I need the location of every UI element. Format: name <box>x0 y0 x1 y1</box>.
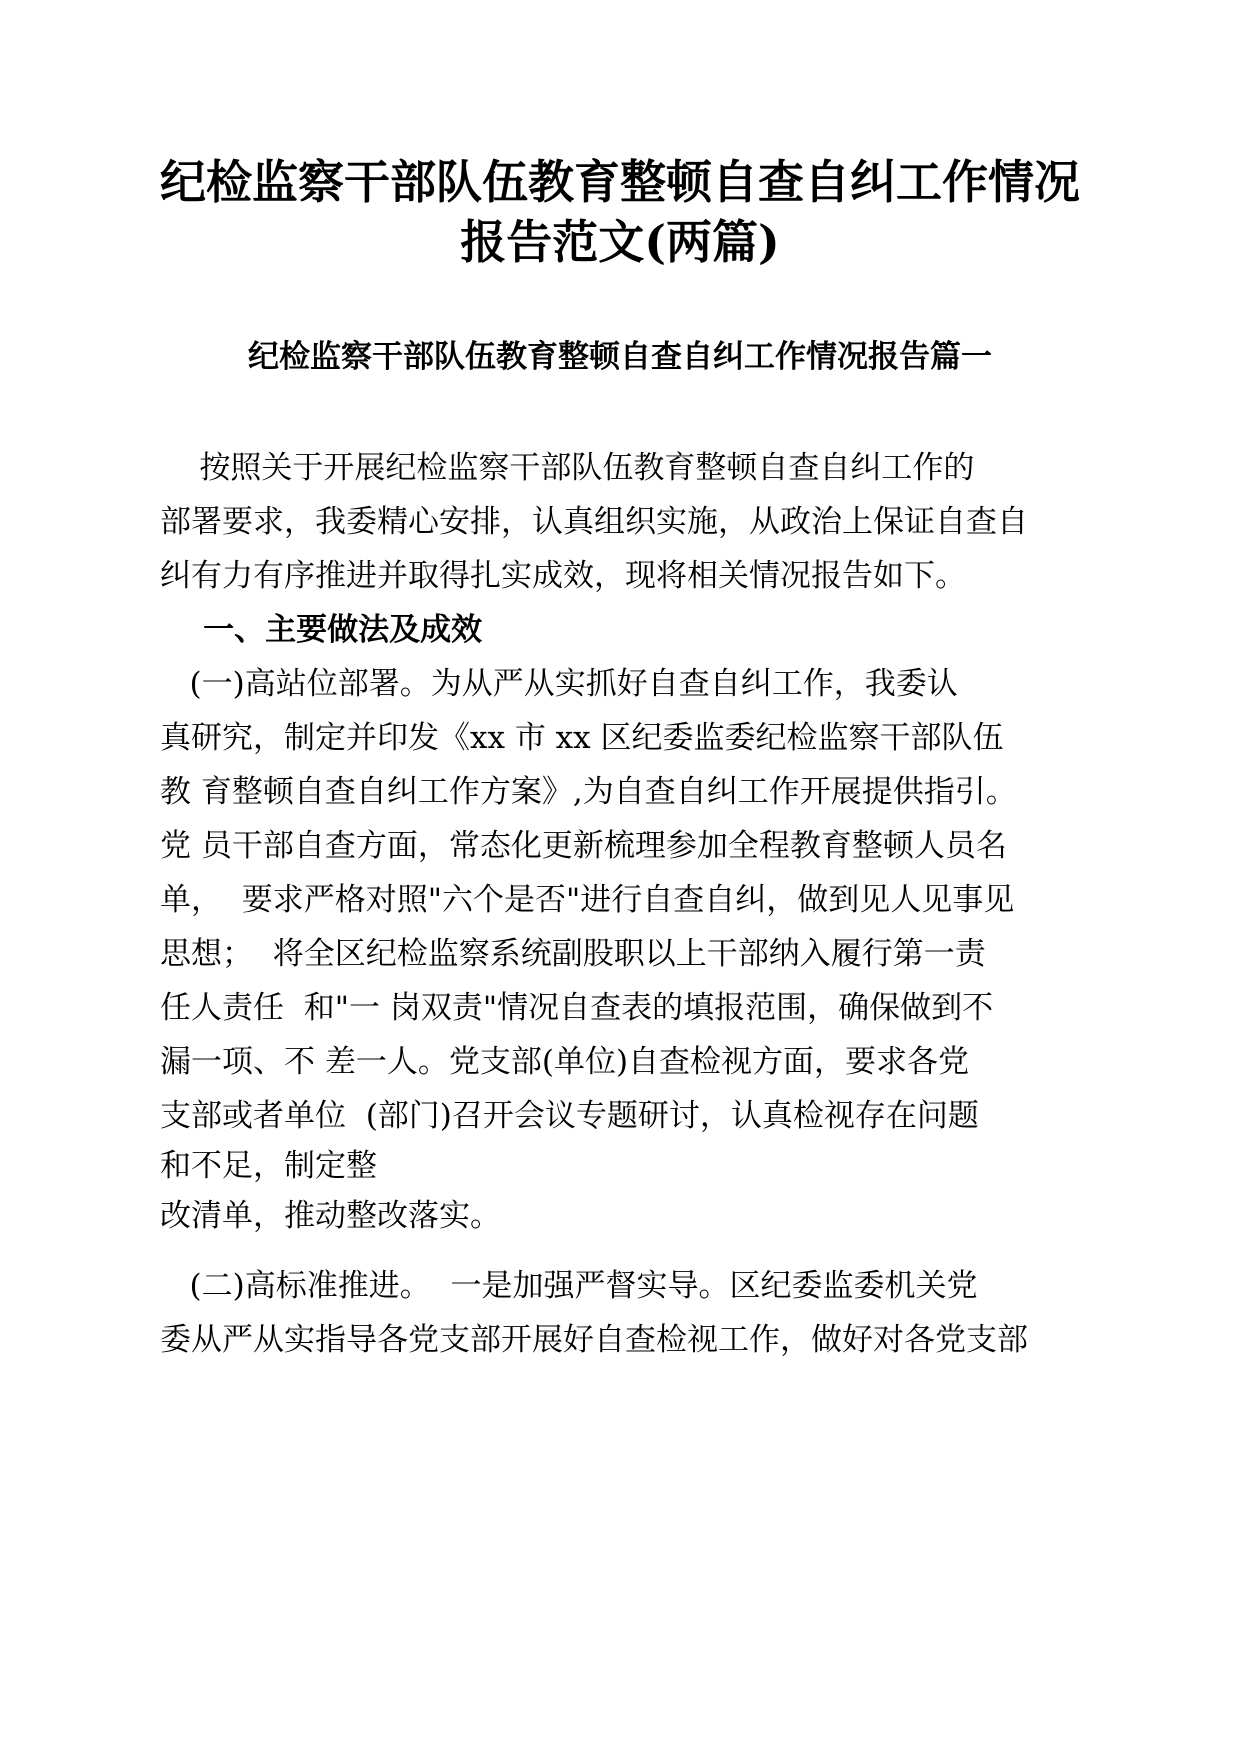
body-line: 改清单，推动整改落实。 <box>160 1198 501 1234</box>
body-line: 纠有力有序推进并取得扎实成效，现将相关情况报告如下。 <box>160 558 966 594</box>
body-line: 漏一项、不 差一人。党支部(单位)自查检视方面，要求各党 <box>160 1044 970 1080</box>
body-line: 教 育整顿自查自纠工作方案》,为自查自纠工作开展提供指引。 <box>160 774 1017 810</box>
body-line: 委从严从实指导各党支部开展好自查检视工作，做好对各党支部 <box>160 1322 1028 1358</box>
body-line: 支部或者单位 (部门)召开会议专题研讨，认真检视存在问题 <box>160 1098 979 1134</box>
body-line: 部署要求，我委精心安排，认真组织实施，从政治上保证自查自 <box>160 504 1028 540</box>
body-line: 按照关于开展纪检监察干部队伍教育整顿自查自纠工作的 <box>160 450 975 486</box>
body-line: 和不足，制定整 <box>160 1148 377 1184</box>
body-line: 单， 要求严格对照"六个是否"进行自查自纠，做到见人见事见 <box>160 882 1015 918</box>
document-title-line-1: 纪检监察干部队伍教育整顿自查自纠工作情况 <box>160 155 1080 209</box>
section-heading: 一、主要做法及成效 <box>160 612 483 648</box>
body-line: (一)高站位部署。为从严从实抓好自查自纠工作，我委认 <box>160 666 958 702</box>
body-line: 思想； 将全区纪检监察系统副股职以上干部纳入履行第一责 <box>160 936 986 972</box>
section-subtitle: 纪检监察干部队伍教育整顿自查自纠工作情况报告篇一 <box>248 339 992 375</box>
body-line: 真研究，制定并印发《xx 市 xx 区纪委监委纪检监察干部队伍 <box>160 720 1004 756</box>
body-line: 任人责任 和"一 岗双责"情况自查表的填报范围，确保做到不 <box>160 990 994 1026</box>
body-line: (二)高标准推进。 一是加强严督实导。区纪委监委机关党 <box>160 1268 978 1304</box>
body-line: 党 员干部自查方面，常态化更新梳理参加全程教育整顿人员名 <box>160 828 1007 864</box>
document-title-line-2: 报告范文(两篇) <box>460 215 780 269</box>
